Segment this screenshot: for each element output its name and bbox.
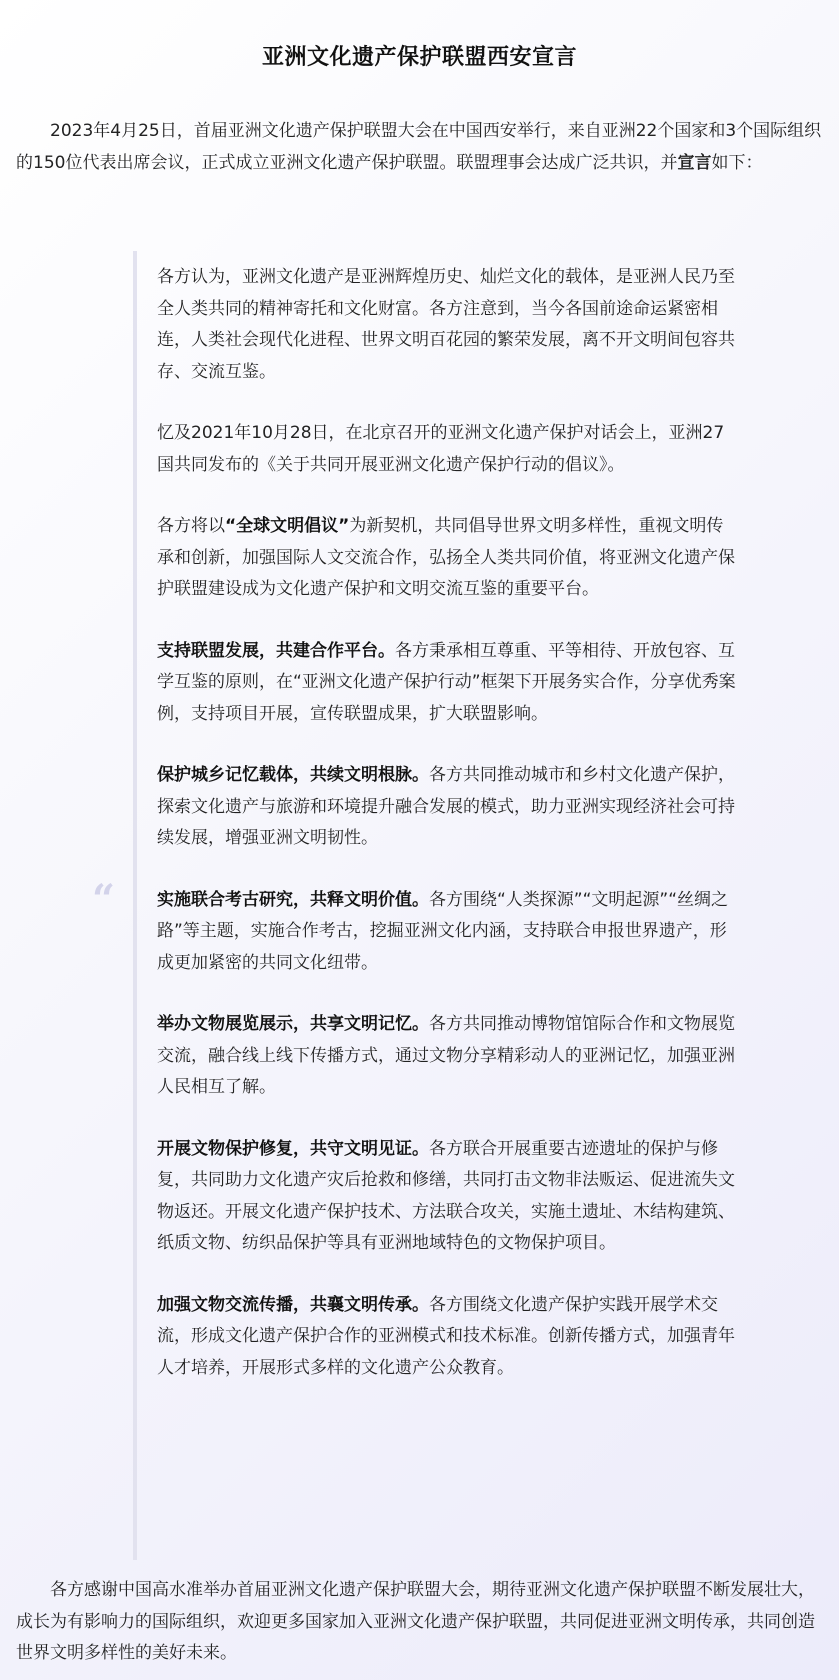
page-title: 亚洲文化遗产保护联盟西安宣言 <box>261 45 577 70</box>
quote-paragraph-lead: 举办文物展览展示，共享文明记忆。 <box>157 1014 429 1034</box>
quote-paragraph <box>157 262 737 388</box>
quote-paragraph-text: 各方围绕“人类探源”“文明起源”“丝绸之路”等主题，实施合作考古，挖掘亚洲文化内涵，支持联合申报世界遗产，形成更加紧密的共同文化纽带。 <box>157 889 729 973</box>
quote-paragraph-lead: 加强文物交流传播，共襄文明传承。 <box>157 1294 429 1315</box>
quote-paragraph-pre: 各方将以 <box>157 516 225 536</box>
quote-paragraph-text: 各方共同推动城市和乡村文化遗产保护，探索文化遗产与旅游和环境提升融合发展的模式，助力亚洲实现经济社会可持续发展，增强亚洲文明韧性。 <box>157 765 735 848</box>
quote-paragraph-lead: “全球文明倡议” <box>225 516 350 536</box>
quote-paragraph-lead: 支持联盟发展，共建合作平台。 <box>157 640 395 661</box>
quote-paragraph <box>157 760 737 855</box>
quote-paragraph <box>157 511 737 606</box>
quote-rule <box>133 251 137 1560</box>
closing-paragraph: 各方感谢中国高水准举办首届亚洲文化遗产保护联盟大会，期待亚洲文化遗产保护联盟不断发展壮大，成长为有影响力的国际组织，欢迎更多国家加入亚洲文化遗产保护联盟，共同促进亚洲文明传承，共同创造世界文明多样性的美好未来。 <box>16 1580 815 1663</box>
quote-paragraph-text: 各方围绕文化遗产保护实践开展学术交流，形成文化遗产保护合作的亚洲模式和技术标准。创新传播方式，加强青年人才培养，开展形式多样的文化遗产公众教育。 <box>157 1294 735 1378</box>
intro-bold: 宣言 <box>677 152 712 173</box>
intro-text-end: 如下： <box>711 152 763 173</box>
quote-block <box>157 262 737 1414</box>
quote-paragraph <box>157 1009 737 1104</box>
quote-paragraph <box>157 418 737 481</box>
quote-paragraph <box>157 1290 737 1385</box>
quote-paragraph-text: 为新契机，共同倡导世界文明多样性，重视文明传承和创新，加强国际人文交流合作，弘扬全人类共同价值，将亚洲文化遗产保护联盟建设成为文化遗产保护和文明交流互鉴的重要平台。 <box>157 516 735 599</box>
quote-paragraph <box>157 1134 737 1260</box>
quote-paragraph-text: 各方认为，亚洲文化遗产是亚洲辉煌历史、灿烂文化的载体，是亚洲人民乃至全人类共同的精神寄托和文化财富。各方注意到，当今各国前途命运紧密相连，人类社会现代化进程、世界文明百花园的繁荣发展，离不开文明间包容共存、交流互鉴。 <box>157 267 735 382</box>
quote-paragraph-text: 各方秉承相互尊重、平等相待、开放包容、互学互鉴的原则，在“亚洲文化遗产保护行动”框架下开展务实合作，分享优秀案例，支持项目开展，宣传联盟成果，扩大联盟影响。 <box>157 640 736 724</box>
quote-paragraph-text: 各方共同推动博物馆馆际合作和文物展览交流，融合线上线下传播方式，通过文物分享精彩动人的亚洲记忆，加强亚洲人民相互了解。 <box>157 1014 735 1097</box>
quote-paragraph <box>157 885 737 980</box>
intro-paragraph <box>16 116 826 179</box>
intro-text: 2023年4月25日，首届亚洲文化遗产保护联盟大会在中国西安举行，来自亚洲22个国家和3个国际组织的150位代表出席会议，正式成立亚洲文化遗产保护联盟。联盟理事会达成广泛共识，并 <box>16 121 822 173</box>
quote-paragraph-text: 忆及2021年10月28日，在北京召开的亚洲文化遗产保护对话会上，亚洲27国共同发布的《关于共同开展亚洲文化遗产保护行动的倡议》。 <box>157 423 725 475</box>
quote-paragraph-lead: 保护城乡记忆载体，共续文明根脉。 <box>157 765 429 785</box>
quote-paragraph-text: 各方联合开展重要古迹遗址的保护与修复，共同助力文化遗产灾后抢救和修缮，共同打击文物非法贩运、促进流失文物返还。开展文化遗产保护技术、方法联合攻关，实施土遗址、木结构建筑、纸质文物、纺织品保护等具有亚洲地域特色的文物保护项目。 <box>157 1138 735 1253</box>
quote-paragraph-lead: 开展文物保护修复，共守文明见证。 <box>157 1138 429 1159</box>
quote-paragraph <box>157 636 737 731</box>
quote-paragraph-lead: 实施联合考古研究，共释文明价值。 <box>157 889 429 910</box>
quote-mark-icon: “ <box>92 876 116 923</box>
